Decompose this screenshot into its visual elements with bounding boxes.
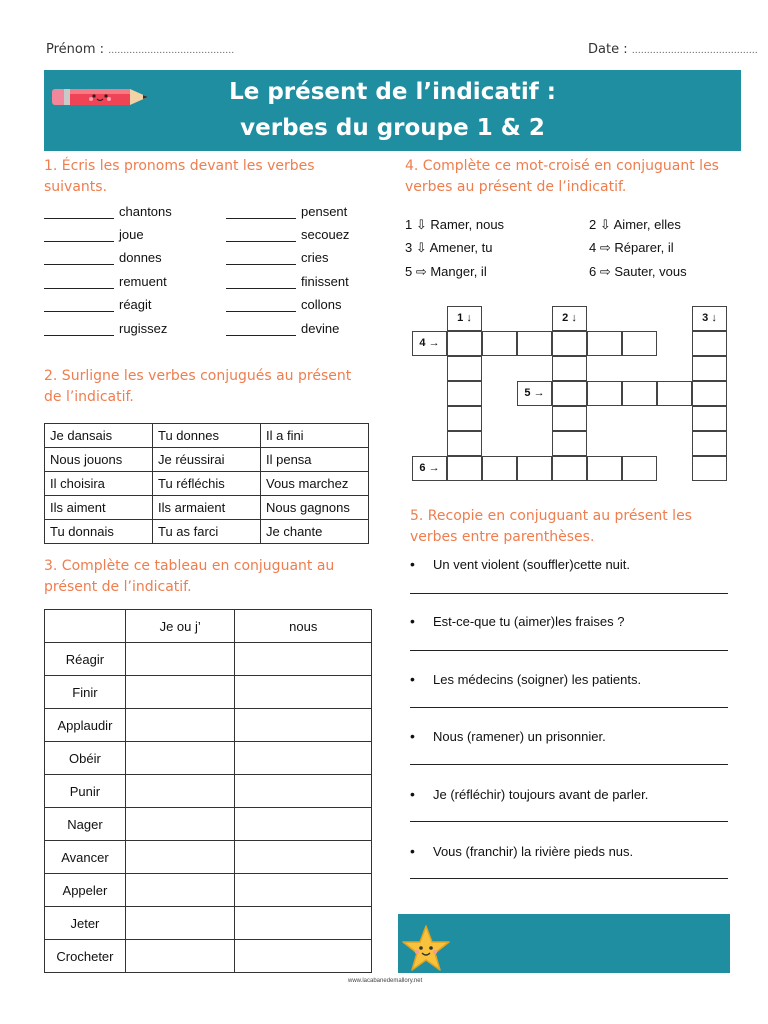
- title-banner: [44, 70, 741, 151]
- answer-cell[interactable]: [235, 940, 372, 973]
- q1-item: collons: [226, 294, 341, 312]
- crossword-cell[interactable]: [622, 456, 657, 481]
- date-dots: ……………………………………: [631, 46, 758, 56]
- crossword-cell[interactable]: [692, 406, 727, 431]
- q2-title: 2. Surligne les verbes conjugués au présent de l’indicatif.: [44, 368, 352, 405]
- table-row: [45, 940, 372, 973]
- crossword-cell[interactable]: [552, 456, 587, 481]
- answer-line[interactable]: [410, 650, 728, 651]
- answer-cell[interactable]: [125, 775, 235, 808]
- conjugation-table: [44, 609, 372, 973]
- title-line-2: verbes du groupe 1 & 2: [240, 115, 545, 141]
- answer-cell[interactable]: [235, 841, 372, 874]
- crossword-cell[interactable]: [552, 406, 587, 431]
- q5-title: 5. Recopie en conjuguant au présent les verbes entre parenthèses.: [410, 508, 692, 545]
- crossword-cell[interactable]: [447, 381, 482, 406]
- table-row: [45, 643, 372, 676]
- answer-cell[interactable]: [125, 874, 235, 907]
- table-row: [45, 676, 372, 709]
- table-row: [45, 907, 372, 940]
- answer-line[interactable]: [410, 707, 728, 708]
- crossword-cell[interactable]: [692, 356, 727, 381]
- answer-cell[interactable]: [235, 676, 372, 709]
- crossword-cell[interactable]: [692, 431, 727, 456]
- clue-item: 6 ⇨ Sauter, vous: [589, 264, 687, 279]
- verb-cell[interactable]: Il choisira: [45, 472, 153, 496]
- table-row: [45, 841, 372, 874]
- prenom-dots: ……………………………………: [108, 46, 235, 56]
- crossword-cell[interactable]: [447, 406, 482, 431]
- answer-line[interactable]: [410, 821, 728, 822]
- verb-cell[interactable]: Tu donnais: [45, 520, 153, 544]
- crossword-cell[interactable]: [447, 356, 482, 381]
- bullet: •: [410, 843, 415, 859]
- answer-cell[interactable]: [235, 742, 372, 775]
- q1-item: rugissez: [44, 318, 167, 336]
- date-field: [588, 42, 758, 57]
- crossword-cell[interactable]: [692, 381, 727, 406]
- clue-item: 3 ⇩ Amener, tu: [405, 240, 493, 255]
- table-row: [45, 808, 372, 841]
- table-row: [45, 775, 372, 808]
- q4-title: 4. Complète ce mot-croisé en conjuguant les verbes au présent de l’indicatif.: [405, 158, 719, 195]
- answer-cell[interactable]: [235, 808, 372, 841]
- crossword-cell[interactable]: [657, 381, 692, 406]
- verb-cell[interactable]: Il a fini: [261, 424, 369, 448]
- crossword-cell[interactable]: [692, 456, 727, 481]
- clue-number-cell: 2 ↓: [552, 306, 587, 331]
- header-cell: Je ou j’: [125, 610, 235, 643]
- answer-cell[interactable]: [125, 676, 235, 709]
- table-row: [45, 448, 369, 472]
- prenom-field: [46, 42, 234, 57]
- clue-number-cell: 4 →: [412, 331, 447, 356]
- crossword-cell[interactable]: [622, 331, 657, 356]
- verb-cell[interactable]: Vous marchez: [261, 472, 369, 496]
- crossword-cell[interactable]: [482, 456, 517, 481]
- answer-cell[interactable]: [125, 742, 235, 775]
- answer-cell[interactable]: [125, 709, 235, 742]
- table-row: [45, 874, 372, 907]
- header-cell: nous: [235, 610, 372, 643]
- verb-cell[interactable]: Je chante: [261, 520, 369, 544]
- verb-cell[interactable]: Tu donnes: [153, 424, 261, 448]
- bullet: •: [410, 556, 415, 572]
- verb-label: Jeter: [45, 907, 126, 940]
- table-row: [45, 472, 369, 496]
- q1-item: donnes: [44, 247, 162, 265]
- verb-label: Applaudir: [45, 709, 126, 742]
- answer-cell[interactable]: [235, 907, 372, 940]
- verb-cell[interactable]: Tu réfléchis: [153, 472, 261, 496]
- answer-cell[interactable]: [125, 940, 235, 973]
- crossword-cell[interactable]: [622, 381, 657, 406]
- header-cell: [45, 610, 126, 643]
- table-header-row: [45, 610, 372, 643]
- crossword-cell[interactable]: [447, 431, 482, 456]
- table-row: [45, 709, 372, 742]
- table-row: [45, 424, 369, 448]
- q1-item: secouez: [226, 224, 349, 242]
- answer-cell[interactable]: [235, 643, 372, 676]
- sentence: Je (réfléchir) toujours avant de parler.: [433, 787, 649, 802]
- verb-label: Appeler: [45, 874, 126, 907]
- crossword-cell[interactable]: [552, 356, 587, 381]
- verb-cell[interactable]: Nous gagnons: [261, 496, 369, 520]
- prenom-label: Prénom :: [46, 42, 105, 57]
- crossword-cell[interactable]: [482, 331, 517, 356]
- bullet: •: [410, 786, 415, 802]
- crossword-cell[interactable]: [447, 331, 482, 356]
- answer-cell[interactable]: [125, 808, 235, 841]
- table-row: [45, 520, 369, 544]
- verb-label: Avancer: [45, 841, 126, 874]
- crossword-cell[interactable]: [517, 456, 552, 481]
- answer-cell[interactable]: [235, 874, 372, 907]
- table-row: [45, 496, 369, 520]
- sentence: Est-ce-que tu (aimer)les fraises ?: [433, 614, 625, 629]
- q1-item: remuent: [44, 271, 167, 289]
- answer-line[interactable]: [410, 593, 728, 594]
- crossword-cell[interactable]: [587, 381, 622, 406]
- crossword-cell[interactable]: [552, 431, 587, 456]
- crossword-cell[interactable]: [692, 331, 727, 356]
- clue-number-cell: 3 ↓: [692, 306, 727, 331]
- footer-banner: [398, 914, 730, 973]
- verb-label: Finir: [45, 676, 126, 709]
- q1-item: cries: [226, 247, 328, 265]
- q1-item: chantons: [44, 201, 172, 219]
- bullet: •: [410, 728, 415, 744]
- verb-label: Crocheter: [45, 940, 126, 973]
- answer-cell[interactable]: [235, 775, 372, 808]
- clue-item: 4 ⇨ Réparer, il: [589, 240, 674, 255]
- bullet: •: [410, 613, 415, 629]
- clue-number-cell: 5 →: [517, 381, 552, 406]
- q1-item: joue: [44, 224, 144, 242]
- verb-label: Obéir: [45, 742, 126, 775]
- verb-cell[interactable]: Ils aiment: [45, 496, 153, 520]
- verb-label: Punir: [45, 775, 126, 808]
- sentence: Les médecins (soigner) les patients.: [433, 672, 642, 687]
- star-icon: [400, 924, 452, 974]
- q1-item: réagit: [44, 294, 152, 312]
- verb-cell[interactable]: Je dansais: [45, 424, 153, 448]
- sentence: Nous (ramener) un prisonnier.: [433, 729, 606, 744]
- clue-item: 1 ⇩ Ramer, nous: [405, 217, 505, 232]
- verb-cell[interactable]: Il pensa: [261, 448, 369, 472]
- q1-item: finissent: [226, 271, 349, 289]
- verb-cell[interactable]: Ils armaient: [153, 496, 261, 520]
- verb-cell[interactable]: Je réussirai: [153, 448, 261, 472]
- sentence: Un vent violent (souffler)cette nuit.: [433, 557, 631, 572]
- crossword-cell[interactable]: [447, 456, 482, 481]
- crossword-cell[interactable]: [587, 331, 622, 356]
- table-row: [45, 742, 372, 775]
- q1-title: 1. Écris les pronoms devant les verbes suivants.: [44, 158, 315, 195]
- q1-item: devine: [226, 318, 339, 336]
- verb-label: Réagir: [45, 643, 126, 676]
- verb-cell[interactable]: Tu as farci: [153, 520, 261, 544]
- date-label: Date :: [588, 42, 628, 57]
- answer-cell[interactable]: [235, 709, 372, 742]
- crossword-cell[interactable]: [587, 456, 622, 481]
- crossword-cell[interactable]: [552, 331, 587, 356]
- sentence: Vous (franchir) la rivière pieds nus.: [433, 844, 634, 859]
- verbs-table: [44, 423, 369, 544]
- answer-cell[interactable]: [125, 907, 235, 940]
- verb-cell[interactable]: Nous jouons: [45, 448, 153, 472]
- clue-number-cell: 6 →: [412, 456, 447, 481]
- website-url: www.lacabanedemallory.net: [348, 978, 423, 984]
- clue-item: 5 ⇨ Manger, il: [405, 264, 487, 279]
- verb-label: Nager: [45, 808, 126, 841]
- crossword-cell[interactable]: [517, 331, 552, 356]
- bullet: •: [410, 671, 415, 687]
- q3-title: 3. Complète ce tableau en conjuguant au présent de l’indicatif.: [44, 558, 335, 595]
- answer-line[interactable]: [410, 764, 728, 765]
- clue-number-cell: 1 ↓: [447, 306, 482, 331]
- clue-item: 2 ⇩ Aimer, elles: [589, 217, 681, 232]
- q1-item: pensent: [226, 201, 347, 219]
- title-line-1: Le présent de l’indicatif :: [229, 79, 556, 105]
- crossword-cell[interactable]: [552, 381, 587, 406]
- answer-cell[interactable]: [125, 643, 235, 676]
- answer-cell[interactable]: [125, 841, 235, 874]
- answer-line[interactable]: [410, 878, 728, 879]
